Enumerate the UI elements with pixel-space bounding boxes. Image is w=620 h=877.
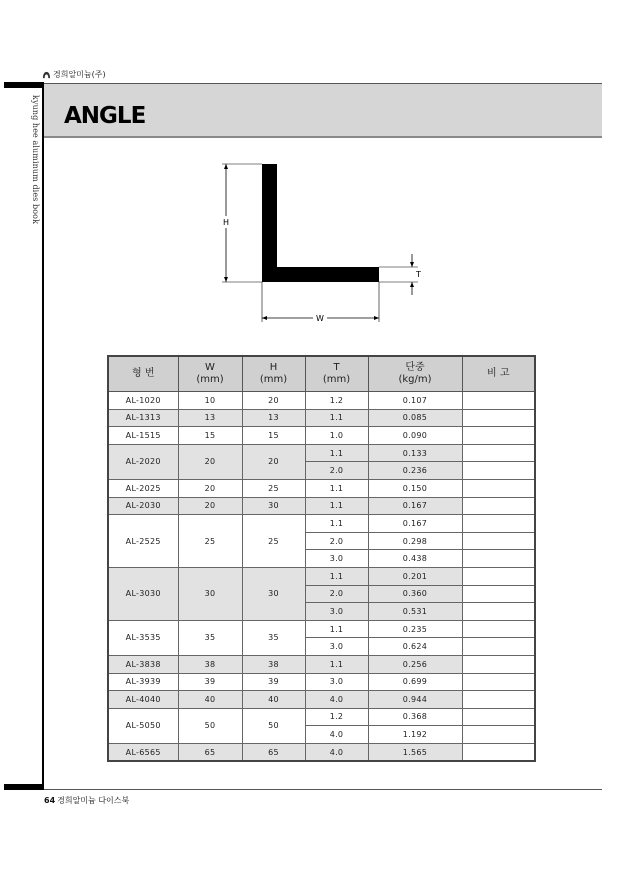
- cell-remarks: [462, 726, 535, 744]
- cell-width: 50: [178, 708, 242, 743]
- cell-model: AL-3939: [108, 673, 178, 691]
- cell-width: 65: [178, 743, 242, 761]
- cell-model: AL-2525: [108, 515, 178, 568]
- cell-thickness: 1.1: [305, 479, 368, 497]
- cell-height: 20: [242, 444, 305, 479]
- cell-width: 20: [178, 444, 242, 479]
- cell-unit-weight: 0.360: [368, 585, 462, 603]
- cell-model: AL-3030: [108, 567, 178, 620]
- cell-width: 35: [178, 620, 242, 655]
- cell-thickness: 1.2: [305, 392, 368, 410]
- cell-thickness: 2.0: [305, 585, 368, 603]
- cell-remarks: [462, 515, 535, 533]
- cell-model: AL-2020: [108, 444, 178, 479]
- cell-model: AL-1020: [108, 392, 178, 410]
- cell-height: 20: [242, 392, 305, 410]
- cell-height: 65: [242, 743, 305, 761]
- cell-remarks: [462, 550, 535, 568]
- table-row: [108, 655, 535, 673]
- cell-remarks: [462, 673, 535, 691]
- table-row: [108, 479, 535, 497]
- cell-remarks: [462, 620, 535, 638]
- angle-profile-shape: [262, 164, 379, 282]
- header-width: W (mm): [178, 356, 242, 392]
- cell-width: 40: [178, 691, 242, 709]
- cell-unit-weight: 0.368: [368, 708, 462, 726]
- cell-thickness: 1.1: [305, 655, 368, 673]
- cell-remarks: [462, 638, 535, 656]
- cell-remarks: [462, 603, 535, 621]
- cell-height: 13: [242, 409, 305, 427]
- cell-thickness: 1.2: [305, 708, 368, 726]
- cell-width: 15: [178, 427, 242, 445]
- cell-unit-weight: 0.201: [368, 567, 462, 585]
- cell-model: AL-1313: [108, 409, 178, 427]
- cell-model: AL-6565: [108, 743, 178, 761]
- cell-model: AL-3535: [108, 620, 178, 655]
- cell-remarks: [462, 462, 535, 480]
- cell-unit-weight: 0.167: [368, 497, 462, 515]
- cell-unit-weight: 0.235: [368, 620, 462, 638]
- cell-remarks: [462, 427, 535, 445]
- cell-unit-weight: 0.944: [368, 691, 462, 709]
- cell-width: 30: [178, 567, 242, 620]
- h-dimension-label: H: [222, 218, 230, 227]
- cell-unit-weight: 0.090: [368, 427, 462, 445]
- cell-unit-weight: 0.133: [368, 444, 462, 462]
- cell-unit-weight: 0.236: [368, 462, 462, 480]
- cell-model: AL-2030: [108, 497, 178, 515]
- cell-thickness: 3.0: [305, 550, 368, 568]
- cell-thickness: 4.0: [305, 743, 368, 761]
- cell-thickness: 2.0: [305, 532, 368, 550]
- cell-height: 25: [242, 479, 305, 497]
- table-row: [108, 673, 535, 691]
- cell-unit-weight: 0.107: [368, 392, 462, 410]
- cell-remarks: [462, 567, 535, 585]
- cell-thickness: 4.0: [305, 691, 368, 709]
- table-header-row: [108, 356, 535, 392]
- t-dimension-label: T: [416, 270, 421, 279]
- cell-unit-weight: 0.531: [368, 603, 462, 621]
- company-name: 경희알미늄(주): [53, 70, 106, 79]
- cell-unit-weight: 0.624: [368, 638, 462, 656]
- cell-remarks: [462, 585, 535, 603]
- cell-model: AL-4040: [108, 691, 178, 709]
- page-title: ANGLE: [64, 103, 146, 129]
- title-band: [44, 84, 602, 138]
- cell-remarks: [462, 444, 535, 462]
- cell-remarks: [462, 691, 535, 709]
- cell-remarks: [462, 708, 535, 726]
- bottom-accent-bar: [4, 784, 44, 790]
- cell-width: 39: [178, 673, 242, 691]
- cell-width: 20: [178, 497, 242, 515]
- cell-remarks: [462, 655, 535, 673]
- cell-model: AL-5050: [108, 708, 178, 743]
- cell-thickness: 4.0: [305, 726, 368, 744]
- header-remarks: 비 고: [462, 356, 535, 392]
- cell-thickness: 1.1: [305, 444, 368, 462]
- cell-width: 25: [178, 515, 242, 568]
- cell-unit-weight: 0.699: [368, 673, 462, 691]
- table-row: [108, 620, 535, 638]
- cell-thickness: 1.1: [305, 497, 368, 515]
- table-row: [108, 427, 535, 445]
- cell-unit-weight: 0.167: [368, 515, 462, 533]
- top-accent-bar: [4, 82, 44, 88]
- table-row: [108, 444, 535, 462]
- table-row: [108, 515, 535, 533]
- cell-thickness: 3.0: [305, 673, 368, 691]
- cell-remarks: [462, 532, 535, 550]
- angle-profile-diagram: [218, 158, 428, 328]
- table-row: [108, 409, 535, 427]
- cell-thickness: 3.0: [305, 638, 368, 656]
- cell-unit-weight: 0.256: [368, 655, 462, 673]
- cell-thickness: 2.0: [305, 462, 368, 480]
- cell-height: 35: [242, 620, 305, 655]
- cell-unit-weight: 0.085: [368, 409, 462, 427]
- cell-unit-weight: 1.565: [368, 743, 462, 761]
- header-thickness: T (mm): [305, 356, 368, 392]
- table-row: [108, 743, 535, 761]
- cell-width: 20: [178, 479, 242, 497]
- cell-height: 30: [242, 567, 305, 620]
- table-row: [108, 708, 535, 726]
- cell-height: 15: [242, 427, 305, 445]
- header-unit-weight: 단중 (kg/m): [368, 356, 462, 392]
- side-label: kyung hee aluminum dies book: [31, 95, 40, 225]
- table-row: [108, 392, 535, 410]
- table-row: [108, 497, 535, 515]
- cell-model: AL-2025: [108, 479, 178, 497]
- cell-remarks: [462, 392, 535, 410]
- cell-height: 50: [242, 708, 305, 743]
- cell-remarks: [462, 409, 535, 427]
- cell-unit-weight: 0.298: [368, 532, 462, 550]
- cell-height: 39: [242, 673, 305, 691]
- margin-rule: [42, 83, 44, 790]
- angle-spec-table: [107, 355, 536, 762]
- cell-remarks: [462, 743, 535, 761]
- table-row: [108, 691, 535, 709]
- header-height: H (mm): [242, 356, 305, 392]
- cell-remarks: [462, 479, 535, 497]
- cell-unit-weight: 0.438: [368, 550, 462, 568]
- cell-thickness: 3.0: [305, 603, 368, 621]
- w-dimension-label: W: [316, 314, 324, 323]
- cell-thickness: 1.0: [305, 427, 368, 445]
- table-row: [108, 567, 535, 585]
- cell-height: 40: [242, 691, 305, 709]
- cell-height: 25: [242, 515, 305, 568]
- cell-width: 38: [178, 655, 242, 673]
- cell-thickness: 1.1: [305, 620, 368, 638]
- cell-model: AL-3838: [108, 655, 178, 673]
- cell-unit-weight: 1.192: [368, 726, 462, 744]
- cell-remarks: [462, 497, 535, 515]
- cell-height: 30: [242, 497, 305, 515]
- cell-width: 10: [178, 392, 242, 410]
- leaf-logo-icon: [42, 71, 51, 79]
- cell-model: AL-1515: [108, 427, 178, 445]
- book-title: 경희알미늄 다이스북: [57, 796, 130, 805]
- page-footer: [44, 795, 129, 806]
- cell-width: 13: [178, 409, 242, 427]
- cell-thickness: 1.1: [305, 409, 368, 427]
- cell-thickness: 1.1: [305, 567, 368, 585]
- cell-height: 38: [242, 655, 305, 673]
- company-brand: [42, 69, 106, 80]
- cell-thickness: 1.1: [305, 515, 368, 533]
- header-model: 형 번: [108, 356, 178, 392]
- page-number: 64: [44, 796, 56, 805]
- bottom-rule: [44, 789, 602, 790]
- cell-unit-weight: 0.150: [368, 479, 462, 497]
